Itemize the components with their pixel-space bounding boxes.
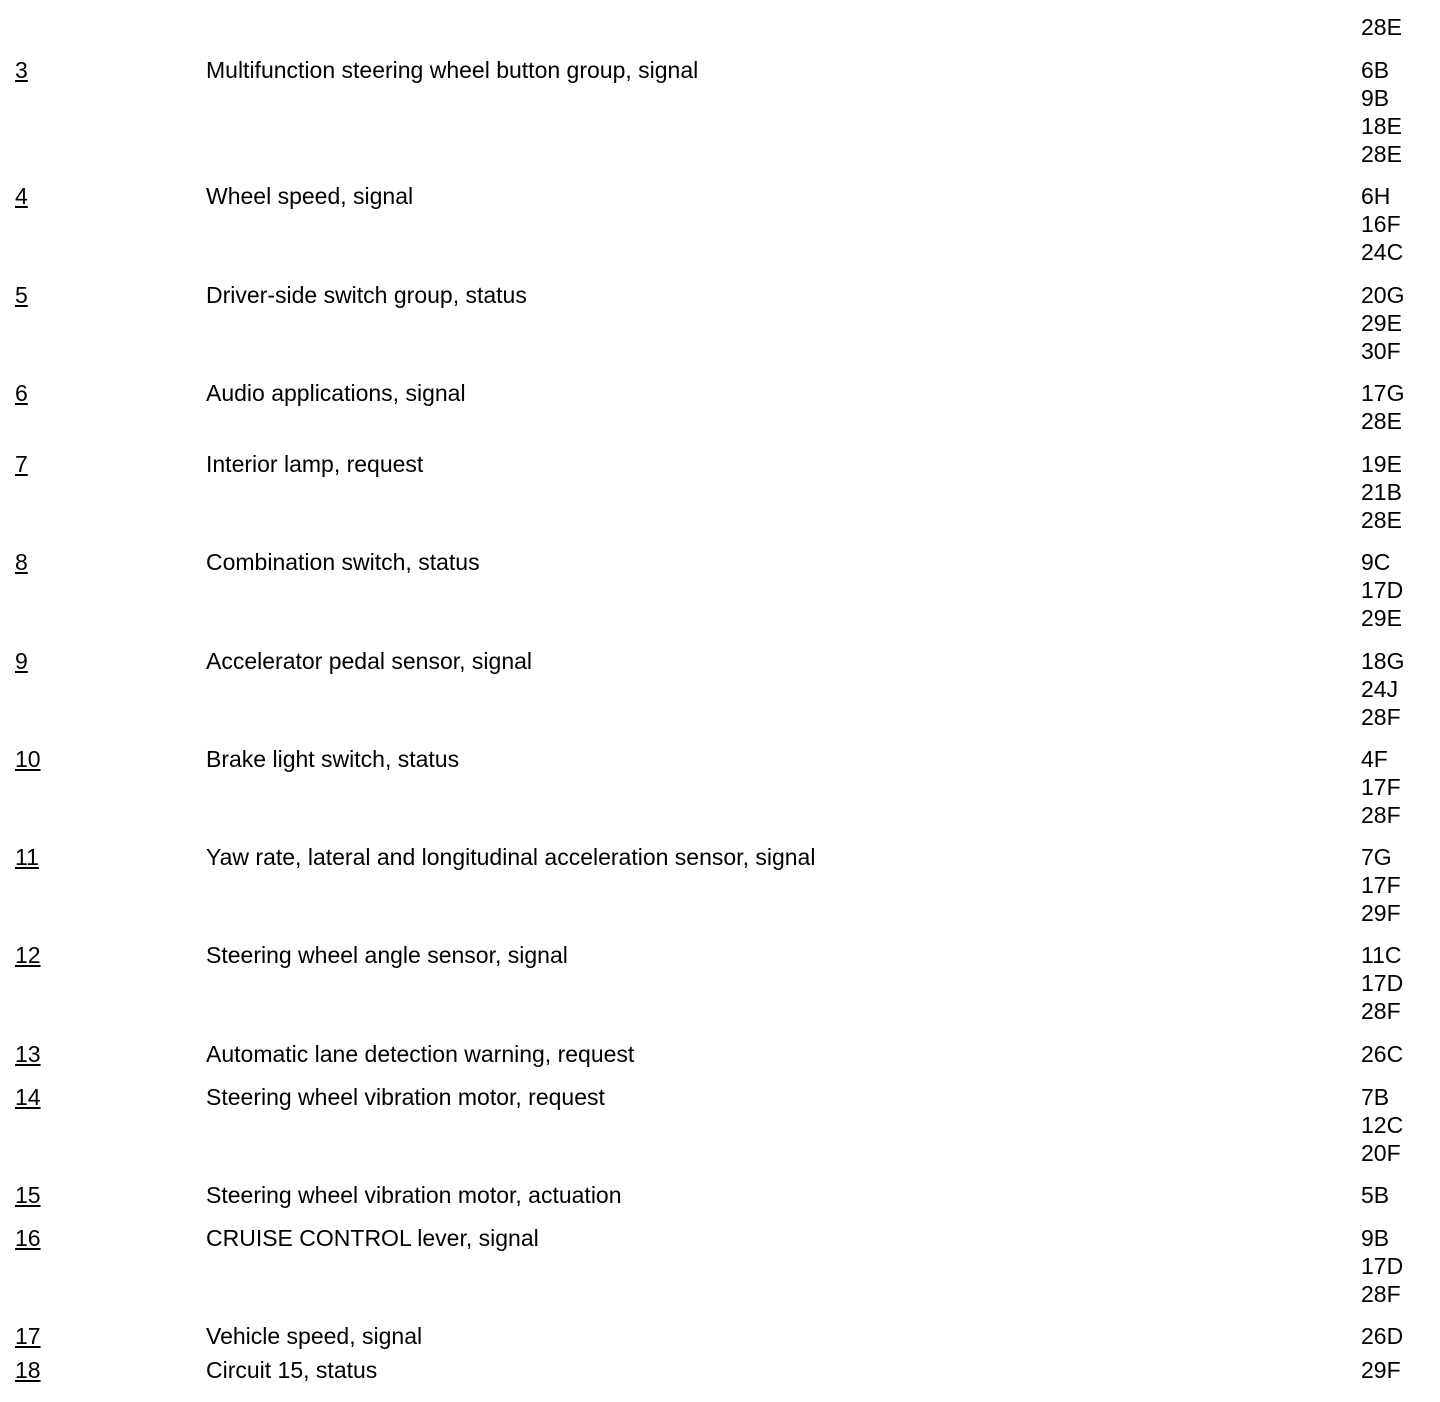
item-number[interactable]: 9 <box>15 648 28 674</box>
reference-code: 9B <box>1361 1225 1390 1251</box>
reference-code: 17F <box>1361 872 1401 898</box>
reference-code: 28F <box>1361 802 1401 828</box>
reference-list <box>1361 1356 1401 1384</box>
reference-code: 28F <box>1361 1281 1401 1307</box>
reference-code: 28E <box>1361 141 1402 167</box>
reference-code: 21B <box>1361 479 1402 505</box>
item-number[interactable]: 15 <box>15 1182 41 1208</box>
item-number[interactable]: 16 <box>15 1225 41 1251</box>
reference-code: 29E <box>1361 310 1402 336</box>
reference-code: 4F <box>1361 746 1388 772</box>
reference-code: 29E <box>1361 605 1402 631</box>
item-number[interactable]: 12 <box>15 942 41 968</box>
item-description: Steering wheel angle sensor, signal <box>206 942 568 968</box>
reference-list <box>1361 281 1404 365</box>
item-number[interactable]: 18 <box>15 1357 41 1383</box>
reference-code: 9C <box>1361 549 1391 575</box>
item-description: Yaw rate, lateral and longitudinal acceleration sensor, signal <box>206 844 816 870</box>
reference-code: 18E <box>1361 113 1402 139</box>
item-number[interactable]: 14 <box>15 1084 41 1110</box>
reference-list <box>1361 548 1403 632</box>
reference-list <box>1361 379 1404 435</box>
reference-list <box>1361 13 1402 41</box>
item-number[interactable]: 4 <box>15 183 28 209</box>
reference-code: 26D <box>1361 1323 1404 1349</box>
item-description: Vehicle speed, signal <box>206 1323 423 1349</box>
item-number[interactable]: 5 <box>15 282 28 308</box>
reference-code: 28E <box>1361 507 1402 533</box>
reference-list <box>1361 182 1403 266</box>
reference-code: 17G <box>1361 380 1405 406</box>
reference-code: 9B <box>1361 85 1390 111</box>
reference-code: 19E <box>1361 451 1402 477</box>
reference-code: 24J <box>1361 676 1399 702</box>
reference-code: 16F <box>1361 211 1401 237</box>
reference-code: 17F <box>1361 774 1401 800</box>
item-description: Steering wheel vibration motor, actuation <box>206 1182 622 1208</box>
reference-code: 6H <box>1361 183 1391 209</box>
item-number[interactable]: 8 <box>15 549 28 575</box>
reference-code: 26C <box>1361 1041 1404 1067</box>
reference-list <box>1361 1224 1403 1308</box>
reference-list <box>1361 1083 1403 1167</box>
reference-list <box>1361 745 1401 829</box>
item-number[interactable]: 3 <box>15 57 28 83</box>
item-number[interactable]: 11 <box>15 844 39 870</box>
reference-list <box>1361 941 1403 1025</box>
reference-list <box>1361 450 1402 534</box>
reference-code: 17D <box>1361 1253 1404 1279</box>
reference-code: 28F <box>1361 704 1401 730</box>
item-description: Combination switch, status <box>206 549 480 575</box>
reference-list <box>1361 56 1402 168</box>
item-description: Multifunction steering wheel button group, signal <box>206 57 699 83</box>
reference-code: 24C <box>1361 239 1404 265</box>
reference-code: 28E <box>1361 14 1402 40</box>
reference-code: 7G <box>1361 844 1392 870</box>
reference-code: 12C <box>1361 1112 1404 1138</box>
item-number[interactable]: 10 <box>15 746 41 772</box>
reference-code: 7B <box>1361 1084 1390 1110</box>
reference-list <box>1361 1181 1389 1209</box>
reference-code: 29F <box>1361 900 1401 926</box>
reference-code: 17D <box>1361 970 1404 996</box>
reference-code: 11C <box>1361 942 1402 968</box>
item-description: Wheel speed, signal <box>206 183 414 209</box>
item-description: Automatic lane detection warning, request <box>206 1041 635 1067</box>
reference-list <box>1361 1040 1403 1068</box>
reference-list <box>1361 843 1401 927</box>
item-number[interactable]: 13 <box>15 1041 41 1067</box>
reference-list <box>1361 1322 1403 1350</box>
item-description: Steering wheel vibration motor, request <box>206 1084 605 1110</box>
item-number[interactable]: 6 <box>15 380 28 406</box>
reference-code: 6B <box>1361 57 1390 83</box>
reference-code: 5B <box>1361 1182 1390 1208</box>
item-description: Brake light switch, status <box>206 746 460 772</box>
reference-code: 18G <box>1361 648 1405 674</box>
item-description: Circuit 15, status <box>206 1357 378 1383</box>
item-description: Interior lamp, request <box>206 451 424 477</box>
reference-code: 28F <box>1361 998 1401 1024</box>
reference-code: 29F <box>1361 1357 1401 1383</box>
reference-code: 20F <box>1361 1140 1401 1166</box>
item-description: CRUISE CONTROL lever, signal <box>206 1225 539 1251</box>
reference-code: 28E <box>1361 408 1402 434</box>
reference-code: 30F <box>1361 338 1401 364</box>
item-description: Audio applications, signal <box>206 380 466 406</box>
item-description: Driver-side switch group, status <box>206 282 527 308</box>
item-number[interactable]: 7 <box>15 451 28 477</box>
item-description: Accelerator pedal sensor, signal <box>206 648 533 674</box>
reference-code: 17D <box>1361 577 1404 603</box>
item-number[interactable]: 17 <box>15 1323 41 1349</box>
reference-code: 20G <box>1361 282 1405 308</box>
reference-list <box>1361 647 1404 731</box>
